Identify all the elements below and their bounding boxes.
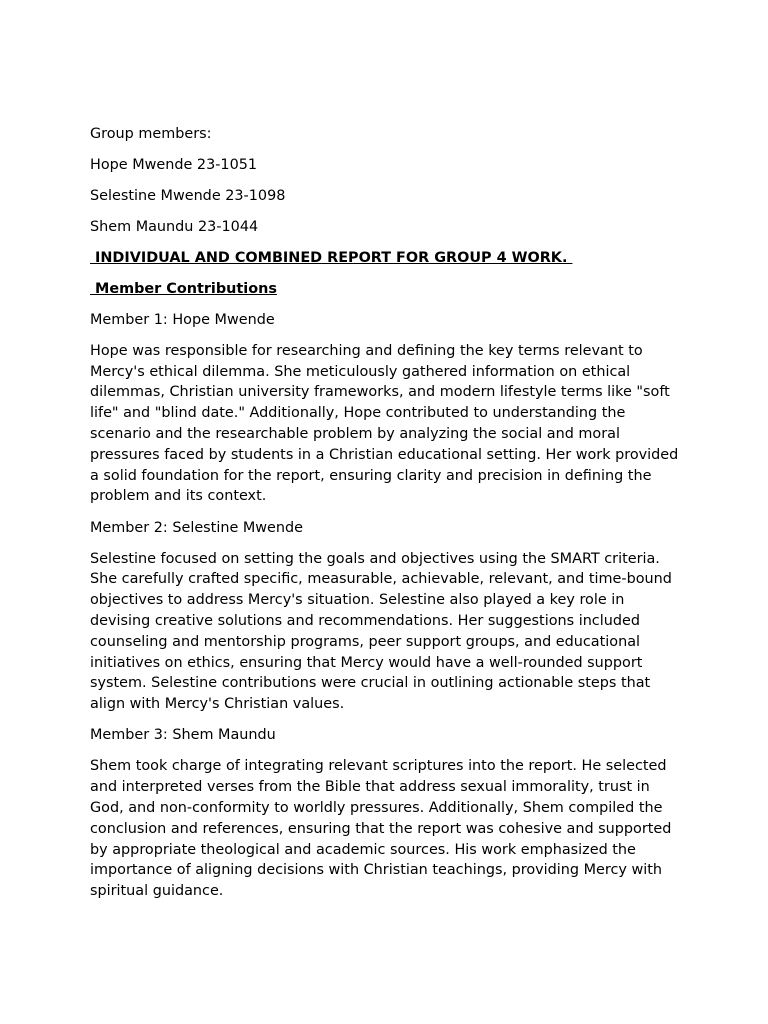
member-1-contribution: Hope was responsible for researching and defining the key terms relevant to Mercy's ethical dilemma. She meticulously gathered information on ethical dilemmas, Christian university frameworks, and modern lifestyle terms like "soft life" and "blind date." Additionally, Hope contributed to understanding the scenario and the researchable problem by analyzing the social and moral pressures faced by students in a Christian educational setting. Her work provided a solid foundation for the report, ensuring clarity and precision in defining the problem and its context.	[90, 342, 679, 505]
group-members-label: Group members:	[90, 126, 212, 142]
member-list-item: Hope Mwende 23-1051	[90, 156, 258, 173]
member-3-label: Member 3: Shem Maundu	[90, 727, 276, 744]
member-2-label: Member 2: Selestine Mwende	[90, 519, 304, 536]
member-list-item: Shem Maundu 23-1044	[90, 218, 259, 235]
member-3-contribution: Shem took charge of integrating relevant scriptures into the report. He selected and interpreted verses from the Bible that address sexual immorality, trust in God, and non-conformity to worldly pressures. Additionally, Shem compiled the conclusion and references, ensuring that the report was cohesive and supported by appropriate theological and academic sources. His work emphasized the importance of aligning decisions with Christian teachings, providing Mercy with spiritual guidance.	[90, 758, 672, 900]
document-page	[90, 124, 684, 912]
report-title: INDIVIDUAL AND COMBINED REPORT FOR GROUP 4 WORK.	[90, 249, 573, 266]
member-1-label: Member 1: Hope Mwende	[90, 311, 275, 328]
member-2-contribution: Selestine focused on setting the goals and objectives using the SMART criteria. She carefully crafted specific, measurable, achievable, relevant, and time-bound objectives to address Mercy's situation. Selestine also played a key role in devising creative solutions and recommendations. Her suggestions included counseling and mentorship programs, peer support groups, and educational initiatives on ethics, ensuring that Mercy would have a well-rounded support system. Selestine contributions were crucial in outlining actionable steps that align with Mercy's Christian values.	[90, 550, 672, 713]
member-list-item: Selestine Mwende 23-1098	[90, 187, 286, 204]
contributions-heading: Member Contributions	[90, 280, 277, 297]
